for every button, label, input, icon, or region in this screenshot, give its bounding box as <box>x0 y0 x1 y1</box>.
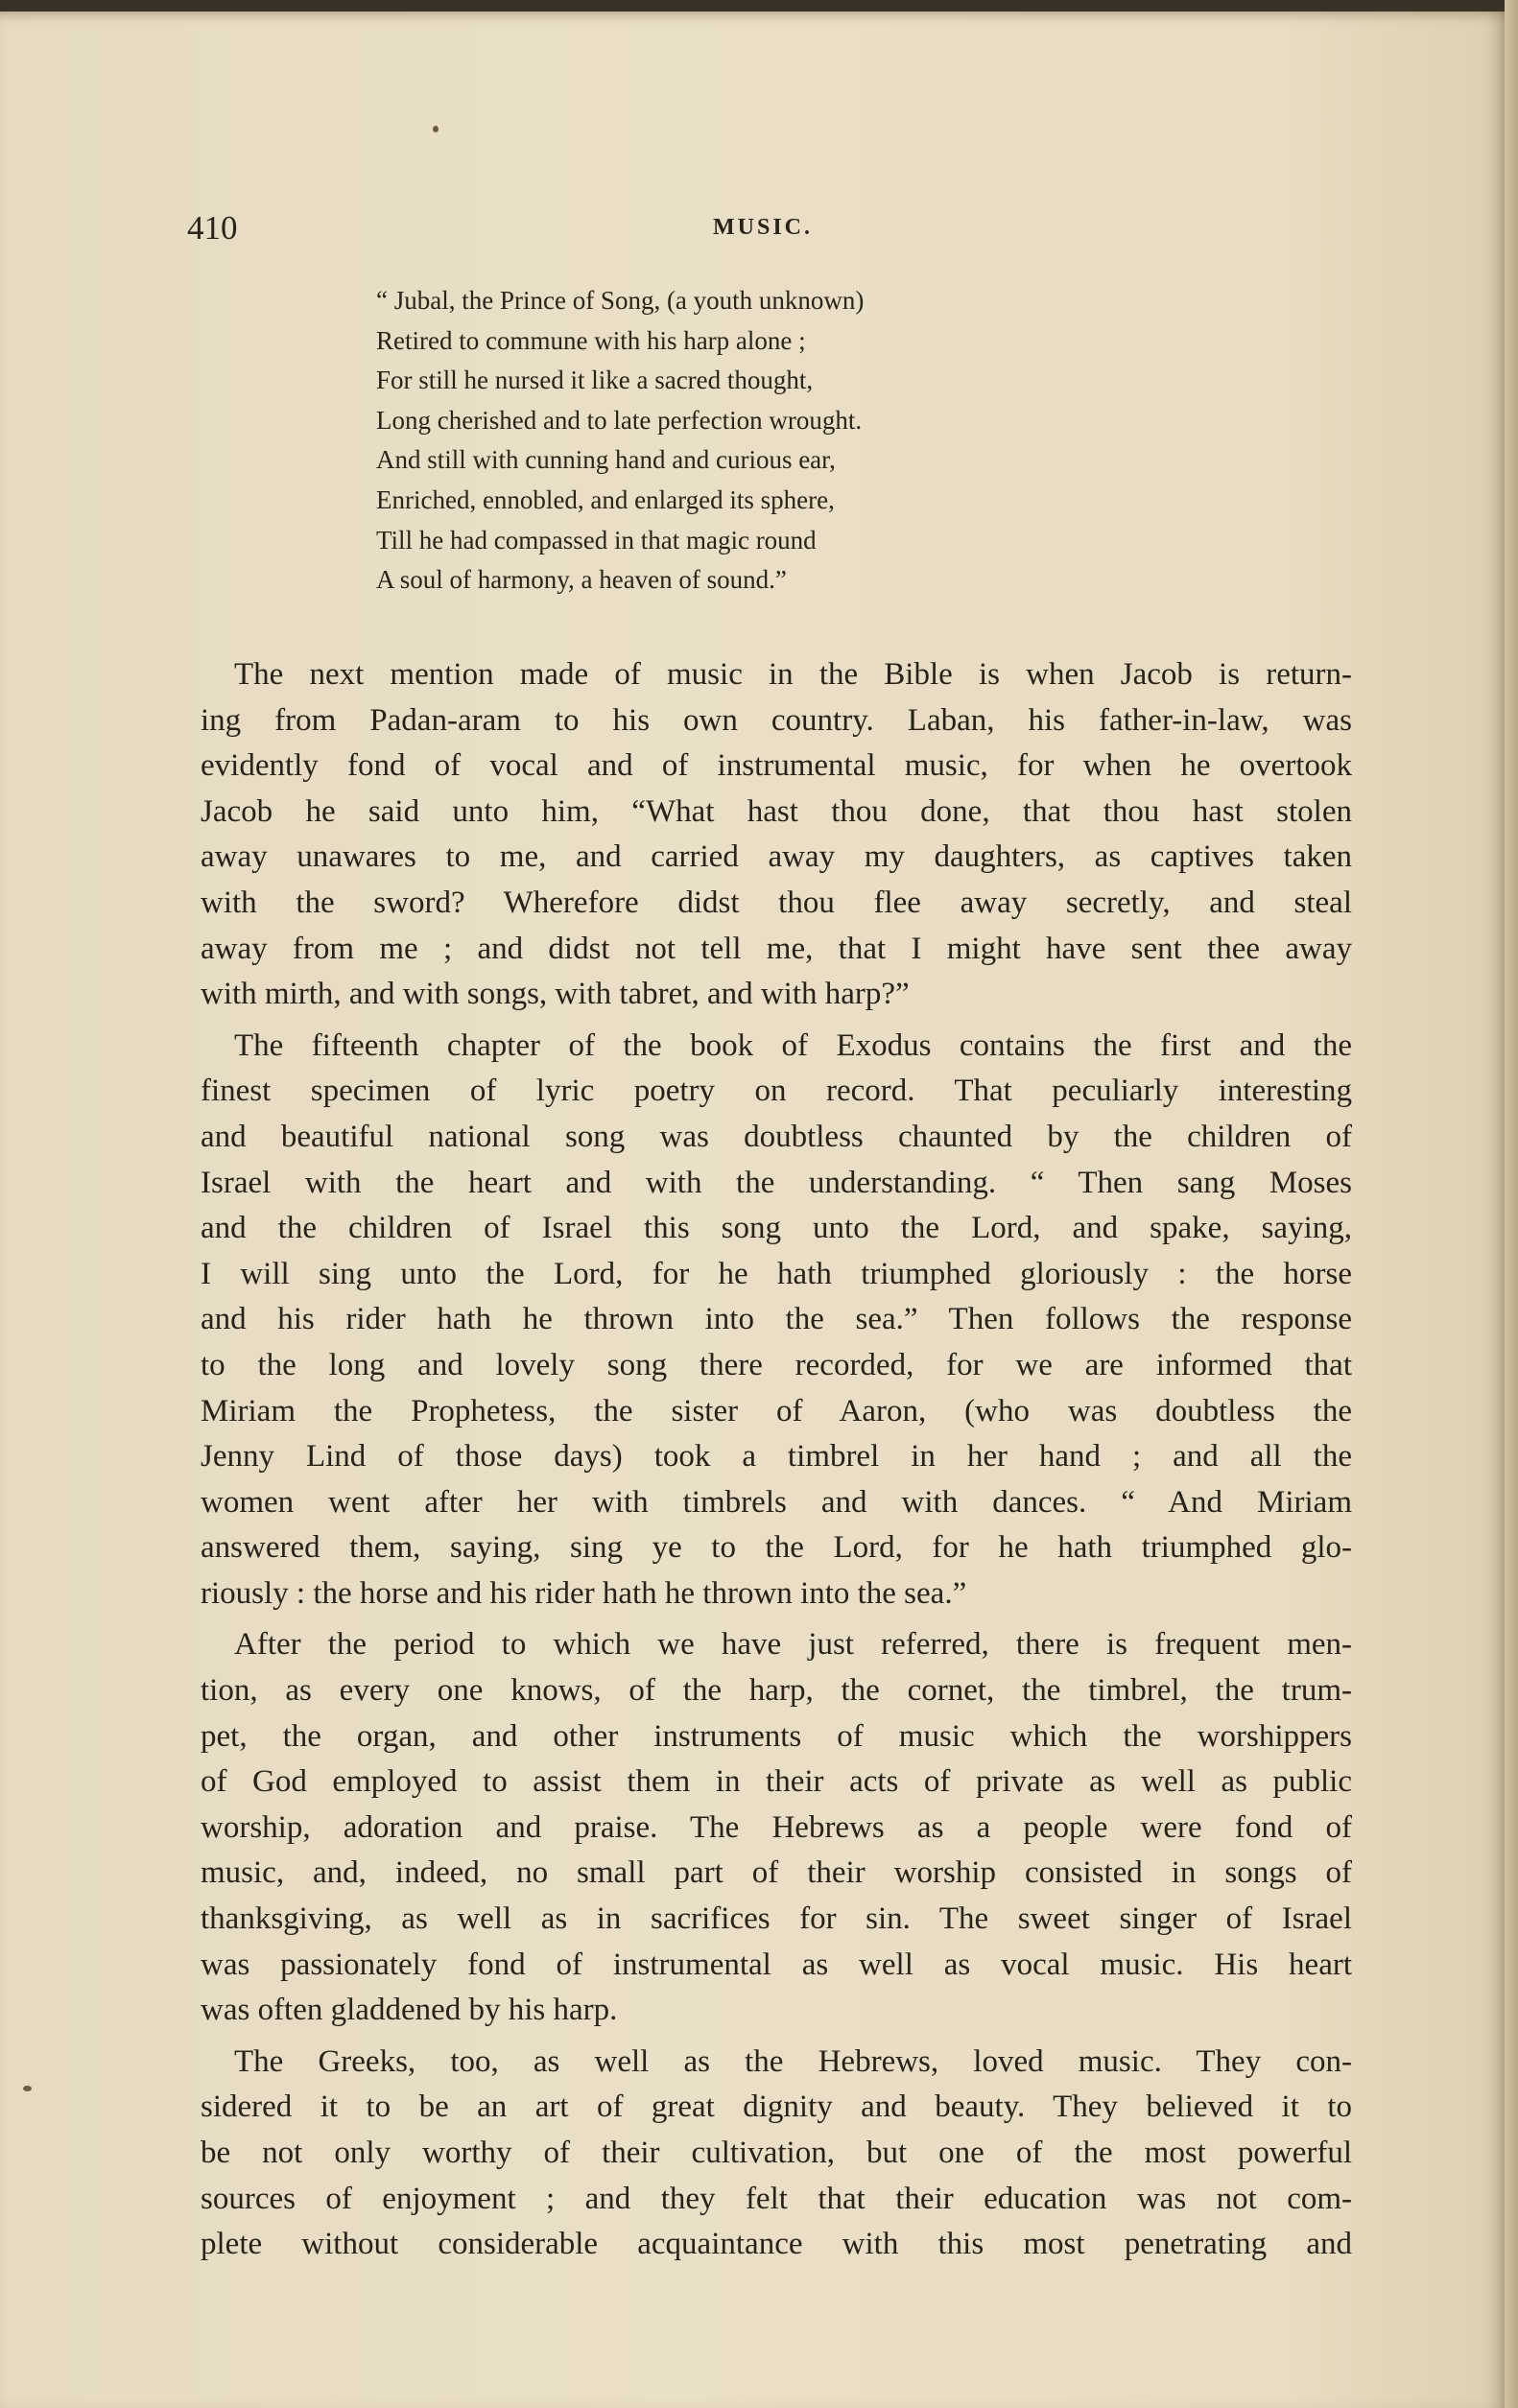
poem-line: Long cherished and to late perfection wrought. <box>376 405 863 435</box>
text-line: evidently fond of vocal and of instrumental music, for when he overtook <box>201 748 1352 784</box>
text-line: I will sing unto the Lord, for he hath triumphed gloriously : the horse <box>201 1256 1352 1291</box>
text-line: was passionately fond of instrumental as well as vocal music. His heart <box>201 1947 1352 1982</box>
text-line: away unawares to me, and carried away my daughters, as captives taken <box>201 839 1352 875</box>
poem-line: Enriched, ennobled, and enlarged its sphere, <box>376 484 835 514</box>
page-header <box>187 209 1358 248</box>
text-line: After the period to which we have just referred, there is frequent men- <box>234 1627 1352 1663</box>
text-line: sources of enjoyment ; and they felt that their education was not com- <box>201 2181 1352 2216</box>
running-head: MUSIC. <box>712 215 813 240</box>
text-line: riously : the horse and his rider hath he thrown into the sea.” <box>201 1575 967 1611</box>
paragraph-greeks <box>201 2040 1352 2268</box>
text-line: The next mention made of music in the Bible is when Jacob is return- <box>234 657 1352 692</box>
text-line: and his rider hath he thrown into the sea.” Then follows the response <box>201 1302 1352 1337</box>
poem-line: For still he nursed it like a sacred thought, <box>376 366 814 395</box>
text-line: music, and, indeed, no small part of their worship consisted in songs of <box>201 1855 1352 1891</box>
text-line: away from me ; and didst not tell me, that I might have sent thee away <box>201 931 1352 966</box>
text-line: tion, as every one knows, of the harp, the cornet, the timbrel, the trum- <box>201 1673 1352 1709</box>
ink-speck <box>23 2086 32 2091</box>
text-line: Miriam the Prophetess, the sister of Aaron, (who was doubtless the <box>201 1393 1352 1428</box>
text-line: with mirth, and with songs, with tabret, and with harp?” <box>201 977 910 1012</box>
text-line: thanksgiving, as well as in sacrifices for sin. The sweet singer of Israel <box>201 1901 1352 1937</box>
poem-line: Retired to commune with his harp alone ; <box>376 325 806 355</box>
poem-line: “ Jubal, the Prince of Song, (a youth unknown) <box>376 286 865 315</box>
page-edge <box>1505 0 1518 2408</box>
text-line: worship, adoration and praise. The Hebrews as a people were fond of <box>201 1809 1352 1845</box>
ink-speck <box>433 126 439 132</box>
text-line: Israel with the heart and with the understanding. “ Then sang Moses <box>201 1165 1352 1200</box>
text-line: was often gladdened by his harp. <box>201 1993 618 2028</box>
page-number: 410 <box>187 209 238 247</box>
text-line: of God employed to assist them in their acts of private as well as public <box>201 1764 1352 1800</box>
poem-line: A soul of harmony, a heaven of sound.” <box>376 565 787 595</box>
text-line: ing from Padan-aram to his own country. Laban, his father-in-law, was <box>201 702 1352 738</box>
text-line: plete without considerable acquaintance with this most penetrating and <box>201 2227 1352 2262</box>
poem-line: And still with cunning hand and curious ear, <box>376 445 836 475</box>
poem-line: Till he had compassed in that magic round <box>376 525 817 555</box>
text-line: to the long and lovely song there recorded, for we are informed that <box>201 1347 1352 1382</box>
text-line: answered them, saying, sing ye to the Lord, for he hath triumphed glo- <box>201 1530 1352 1566</box>
text-line: with the sword? Wherefore didst thou flee away secretly, and steal <box>201 885 1352 920</box>
poem-quotation <box>376 281 1067 601</box>
text-line: Jenny Lind of those days) took a timbrel in her hand ; and all the <box>201 1439 1352 1475</box>
text-line: The fifteenth chapter of the book of Exodus contains the first and the <box>234 1027 1352 1063</box>
text-line: and the children of Israel this song unto the Lord, and spake, saying, <box>201 1211 1352 1246</box>
text-line: finest specimen of lyric poetry on record. That peculiarly interesting <box>201 1074 1352 1109</box>
text-line: sidered it to be an art of great dignity and beauty. They believed it to <box>201 2089 1352 2125</box>
text-line: pet, the organ, and other instruments of music which the worshippers <box>201 1718 1352 1754</box>
paragraph-jacob <box>201 652 1352 1018</box>
text-line: and beautiful national song was doubtless chaunted by the children of <box>201 1119 1352 1154</box>
text-line: The Greeks, too, as well as the Hebrews, loved music. They con- <box>234 2043 1352 2079</box>
body-text <box>201 652 1352 2268</box>
text-line: be not only worthy of their cultivation, but one of the most powerful <box>201 2136 1352 2170</box>
paragraph-instruments <box>201 1622 1352 2033</box>
text-line: Jacob he said unto him, “What hast thou done, that thou hast stolen <box>201 793 1352 829</box>
text-line: women went after her with timbrels and with dances. “ And Miriam <box>201 1484 1352 1520</box>
paragraph-exodus <box>201 1024 1352 1617</box>
